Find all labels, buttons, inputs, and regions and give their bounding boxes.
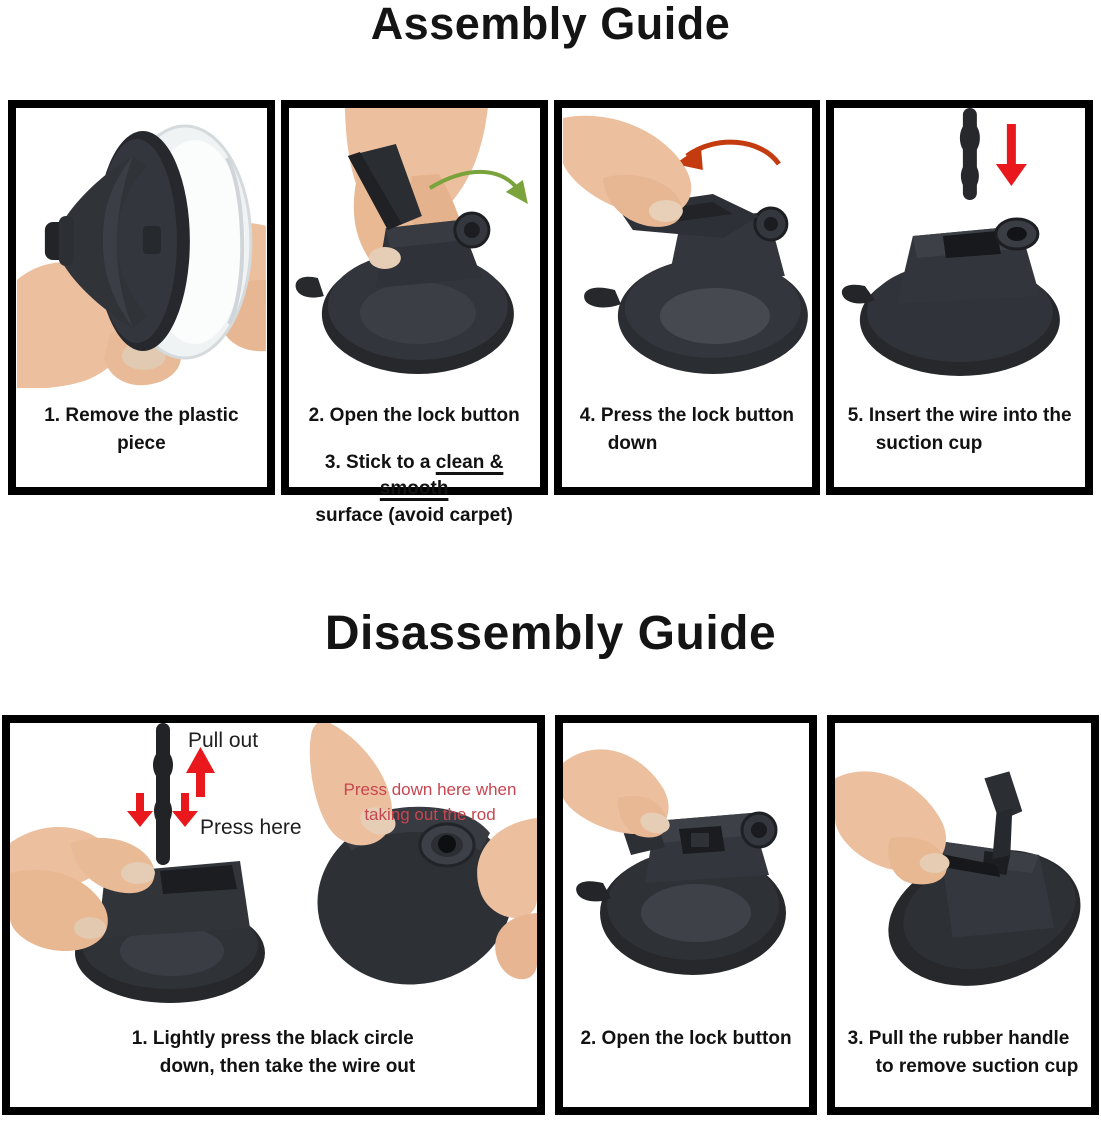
photo-open-lock-button-2: [563, 723, 809, 1011]
assembly-panel-remove-plastic: [8, 100, 275, 495]
assembly-step-5-line2: suction cup: [875, 432, 983, 454]
disassembly-step-1-line2: down, then take the wire out: [159, 1055, 416, 1077]
disassembly-panel-pull-handle: [827, 715, 1099, 1115]
photo-press-lock-button: [562, 108, 813, 388]
assembly-panels-row: [8, 100, 1093, 526]
assembly-step-4-caption: [562, 402, 813, 457]
suction-cup-with-clear-cover-illustration: [16, 108, 267, 388]
assembly-panel-open-lock: [281, 100, 548, 526]
finger-on-suction-cup-illustration: [563, 723, 809, 1011]
red-up-arrow: [186, 747, 215, 797]
red-down-arrow: [996, 124, 1027, 186]
photo-remove-plastic-piece: [16, 108, 267, 388]
disassembly-step-1-caption: [10, 1025, 537, 1080]
assembly-panel2-captions: [289, 402, 540, 529]
assembly-step-1-caption: 1. Remove the plastic piece: [44, 405, 239, 454]
disassembly-step-3-caption: [835, 1025, 1091, 1080]
assembly-step-3-underlined: clean & smooth: [379, 451, 504, 500]
pull-out-label: Pull out: [188, 729, 259, 752]
disassembly-step-1-line1: 1. Lightly press the black circle: [131, 1028, 414, 1049]
press-here-label: Press here: [200, 816, 302, 839]
orange-curved-arrow: [674, 142, 778, 170]
press-down-note-line1: Press down here when: [343, 780, 517, 799]
hand-opening-lock-lever-illustration: [289, 108, 540, 388]
assembly-title: Assembly Guide: [370, 0, 731, 49]
assembly-step-5-line1: 5. Insert the wire into the: [847, 405, 1072, 426]
assembly-step-4-line1: 4. Press the lock button: [579, 405, 795, 426]
press-down-note-line2: taking out the rod: [364, 804, 496, 824]
disassembly-step-3-line1: 3. Pull the rubber handle: [847, 1028, 1070, 1049]
raised-lever: [984, 771, 1022, 859]
disassembly-step-2-caption: 2. Open the lock button: [580, 1028, 792, 1049]
photo-insert-wire: [834, 108, 1085, 388]
disassembly-title: Disassembly Guide: [324, 607, 777, 660]
photo-pull-rubber-handle: [835, 723, 1091, 1011]
photo-press-circle-take-wire: [10, 723, 537, 1011]
assembly-step-3-caption: [295, 450, 534, 530]
assembly-step-2-caption: 2. Open the lock button: [308, 405, 520, 426]
assembly-step-5-caption: [834, 402, 1085, 457]
hand-pulling-rubber-handle-illustration: [835, 723, 1091, 1011]
disassembly-panel-open-lock: [555, 715, 817, 1115]
disassembly-panel-press-and-pull: [2, 715, 545, 1115]
disassembly-panels-row: [2, 715, 1099, 1115]
disassembly-step-3-line2: to remove suction cup: [875, 1055, 1079, 1077]
assembly-step-4-line2: down: [607, 432, 658, 454]
wire-into-suction-cup-illustration: [834, 108, 1085, 388]
red-down-arrow-left: [127, 793, 153, 827]
assembly-panel-press-lock: [554, 100, 821, 495]
fingers-pressing-lock-lever-illustration: [562, 108, 813, 388]
assembly-panel-insert-wire: [826, 100, 1093, 495]
photo-open-lock-button: [289, 108, 540, 388]
assembly-step-3-prefix: 3. Stick to a: [324, 451, 436, 473]
red-down-arrow-right: [172, 793, 198, 827]
press-down-and-pull-wire-illustration: [10, 723, 537, 1011]
press-down-note: [332, 778, 528, 827]
assembly-step-3-line2: surface (avoid carpet): [315, 504, 513, 526]
